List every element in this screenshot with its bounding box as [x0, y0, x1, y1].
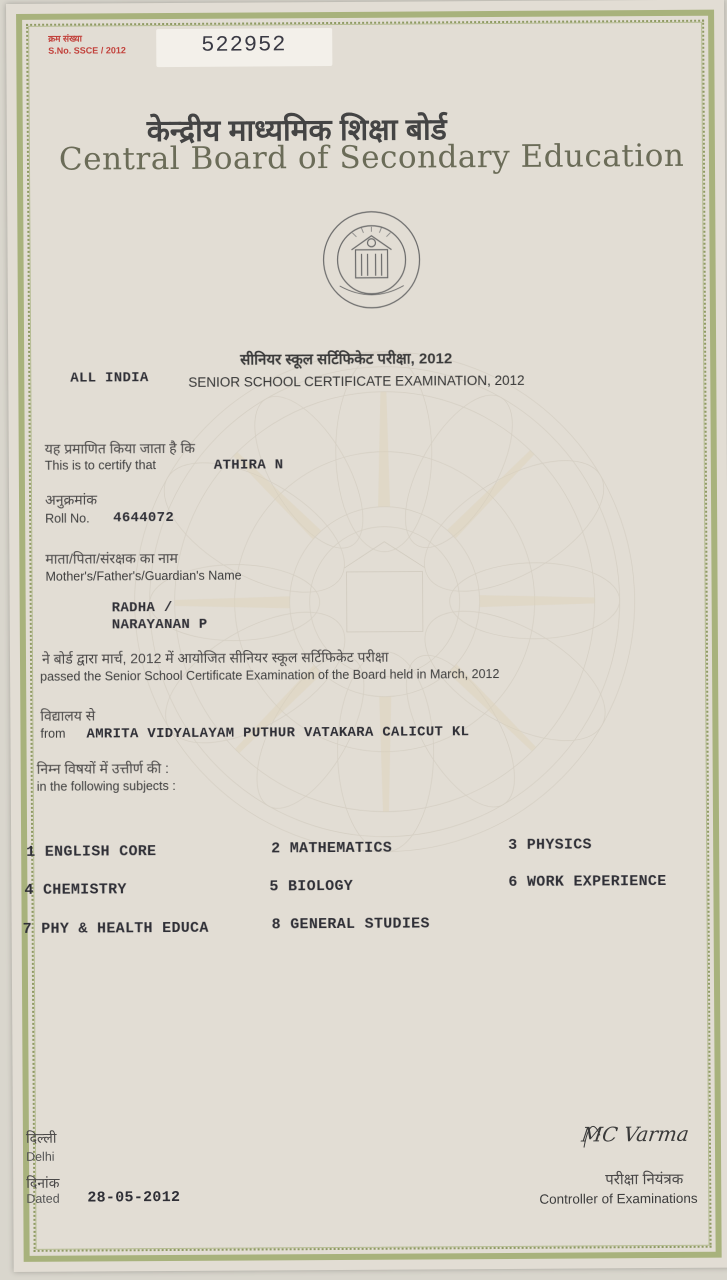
certificate [6, 0, 727, 1272]
certify-label: This is to certify that [44, 458, 157, 473]
school-label-hindi: विद्यालय से [40, 707, 96, 724]
subject-item: 2 MATHEMATICS [271, 839, 393, 858]
exam-prefix: ALL INDIA [70, 370, 149, 387]
guardian-label-hindi: माता/पिता/संरक्षक का नाम [45, 549, 178, 567]
subjects-heading-hindi: निम्न विषयों में उत्तीर्ण की : [36, 760, 170, 777]
subject-item: 5 BIOLOGY [269, 877, 354, 896]
signature-text: MC Varma [580, 1121, 691, 1147]
date-label-hindi: दिनांक [26, 1174, 60, 1191]
issue-date: 28-05-2012 [87, 1188, 181, 1207]
exam-title: SENIOR SCHOOL CERTIFICATE EXAMINATION, 2012 [188, 372, 525, 390]
subject-item: 6 WORK EXPERIENCE [508, 872, 667, 891]
controller-title: Controller of Examinations [539, 1190, 698, 1207]
roll-number: 4644072 [113, 509, 175, 527]
serial-label-hindi: क्रम संख्या [48, 33, 82, 44]
school-name: AMRITA VIDYALAYAM PUTHUR VATAKARA CALICUT KL [86, 724, 470, 743]
guardian-label: Mother's/Father's/Guardian's Name [45, 568, 242, 584]
subjects-heading: in the following subjects : [36, 778, 176, 794]
subject-item: 4 CHEMISTRY [24, 881, 127, 899]
controller-signature [580, 1105, 690, 1161]
date-label: Dated [26, 1191, 60, 1206]
serial-number: 522952 [201, 32, 287, 58]
certify-label-hindi: यह प्रमाणित किया जाता है कि [44, 439, 196, 457]
school-label: from [40, 726, 66, 741]
cbse-emblem-icon [319, 207, 424, 312]
guilloche-watermark [103, 300, 667, 903]
mother-name: RADHA / [111, 599, 173, 617]
subject-item: 1 ENGLISH CORE [26, 843, 157, 861]
candidate-name: ATHIRA N [213, 457, 284, 474]
roll-label-hindi: अनुक्रमांक [44, 491, 98, 508]
place-label: Delhi [26, 1149, 55, 1164]
passed-text-hindi: ने बोर्ड द्वारा मार्च, 2012 में आयोजित सीनियर स्कूल सर्टिफिकेट परीक्षा [41, 648, 389, 667]
place-label-hindi: दिल्ली [25, 1129, 57, 1146]
board-title-hindi: केन्द्रीय माध्यमिक शिक्षा बोर्ड [146, 113, 447, 149]
board-title-english: Central Board of Secondary Education [58, 137, 685, 178]
roll-label: Roll No. [45, 511, 90, 526]
exam-title-hindi: सीनियर स्कूल सर्टिफिकेट परीक्षा, 2012 [240, 350, 453, 369]
passed-text: passed the Senior School Certificate Examination of the Board held in March, 2012 [40, 666, 500, 684]
serial-label: S.No. SSCE / 2012 [48, 45, 126, 56]
subject-item: 7 PHY & HEALTH EDUCA [22, 919, 209, 938]
subject-item: 3 PHYSICS [508, 836, 592, 854]
subject-item: 8 GENERAL STUDIES [271, 915, 430, 934]
controller-title-hindi: परीक्षा नियंत्रक [605, 1170, 684, 1189]
father-name: NARAYANAN P [111, 616, 208, 634]
